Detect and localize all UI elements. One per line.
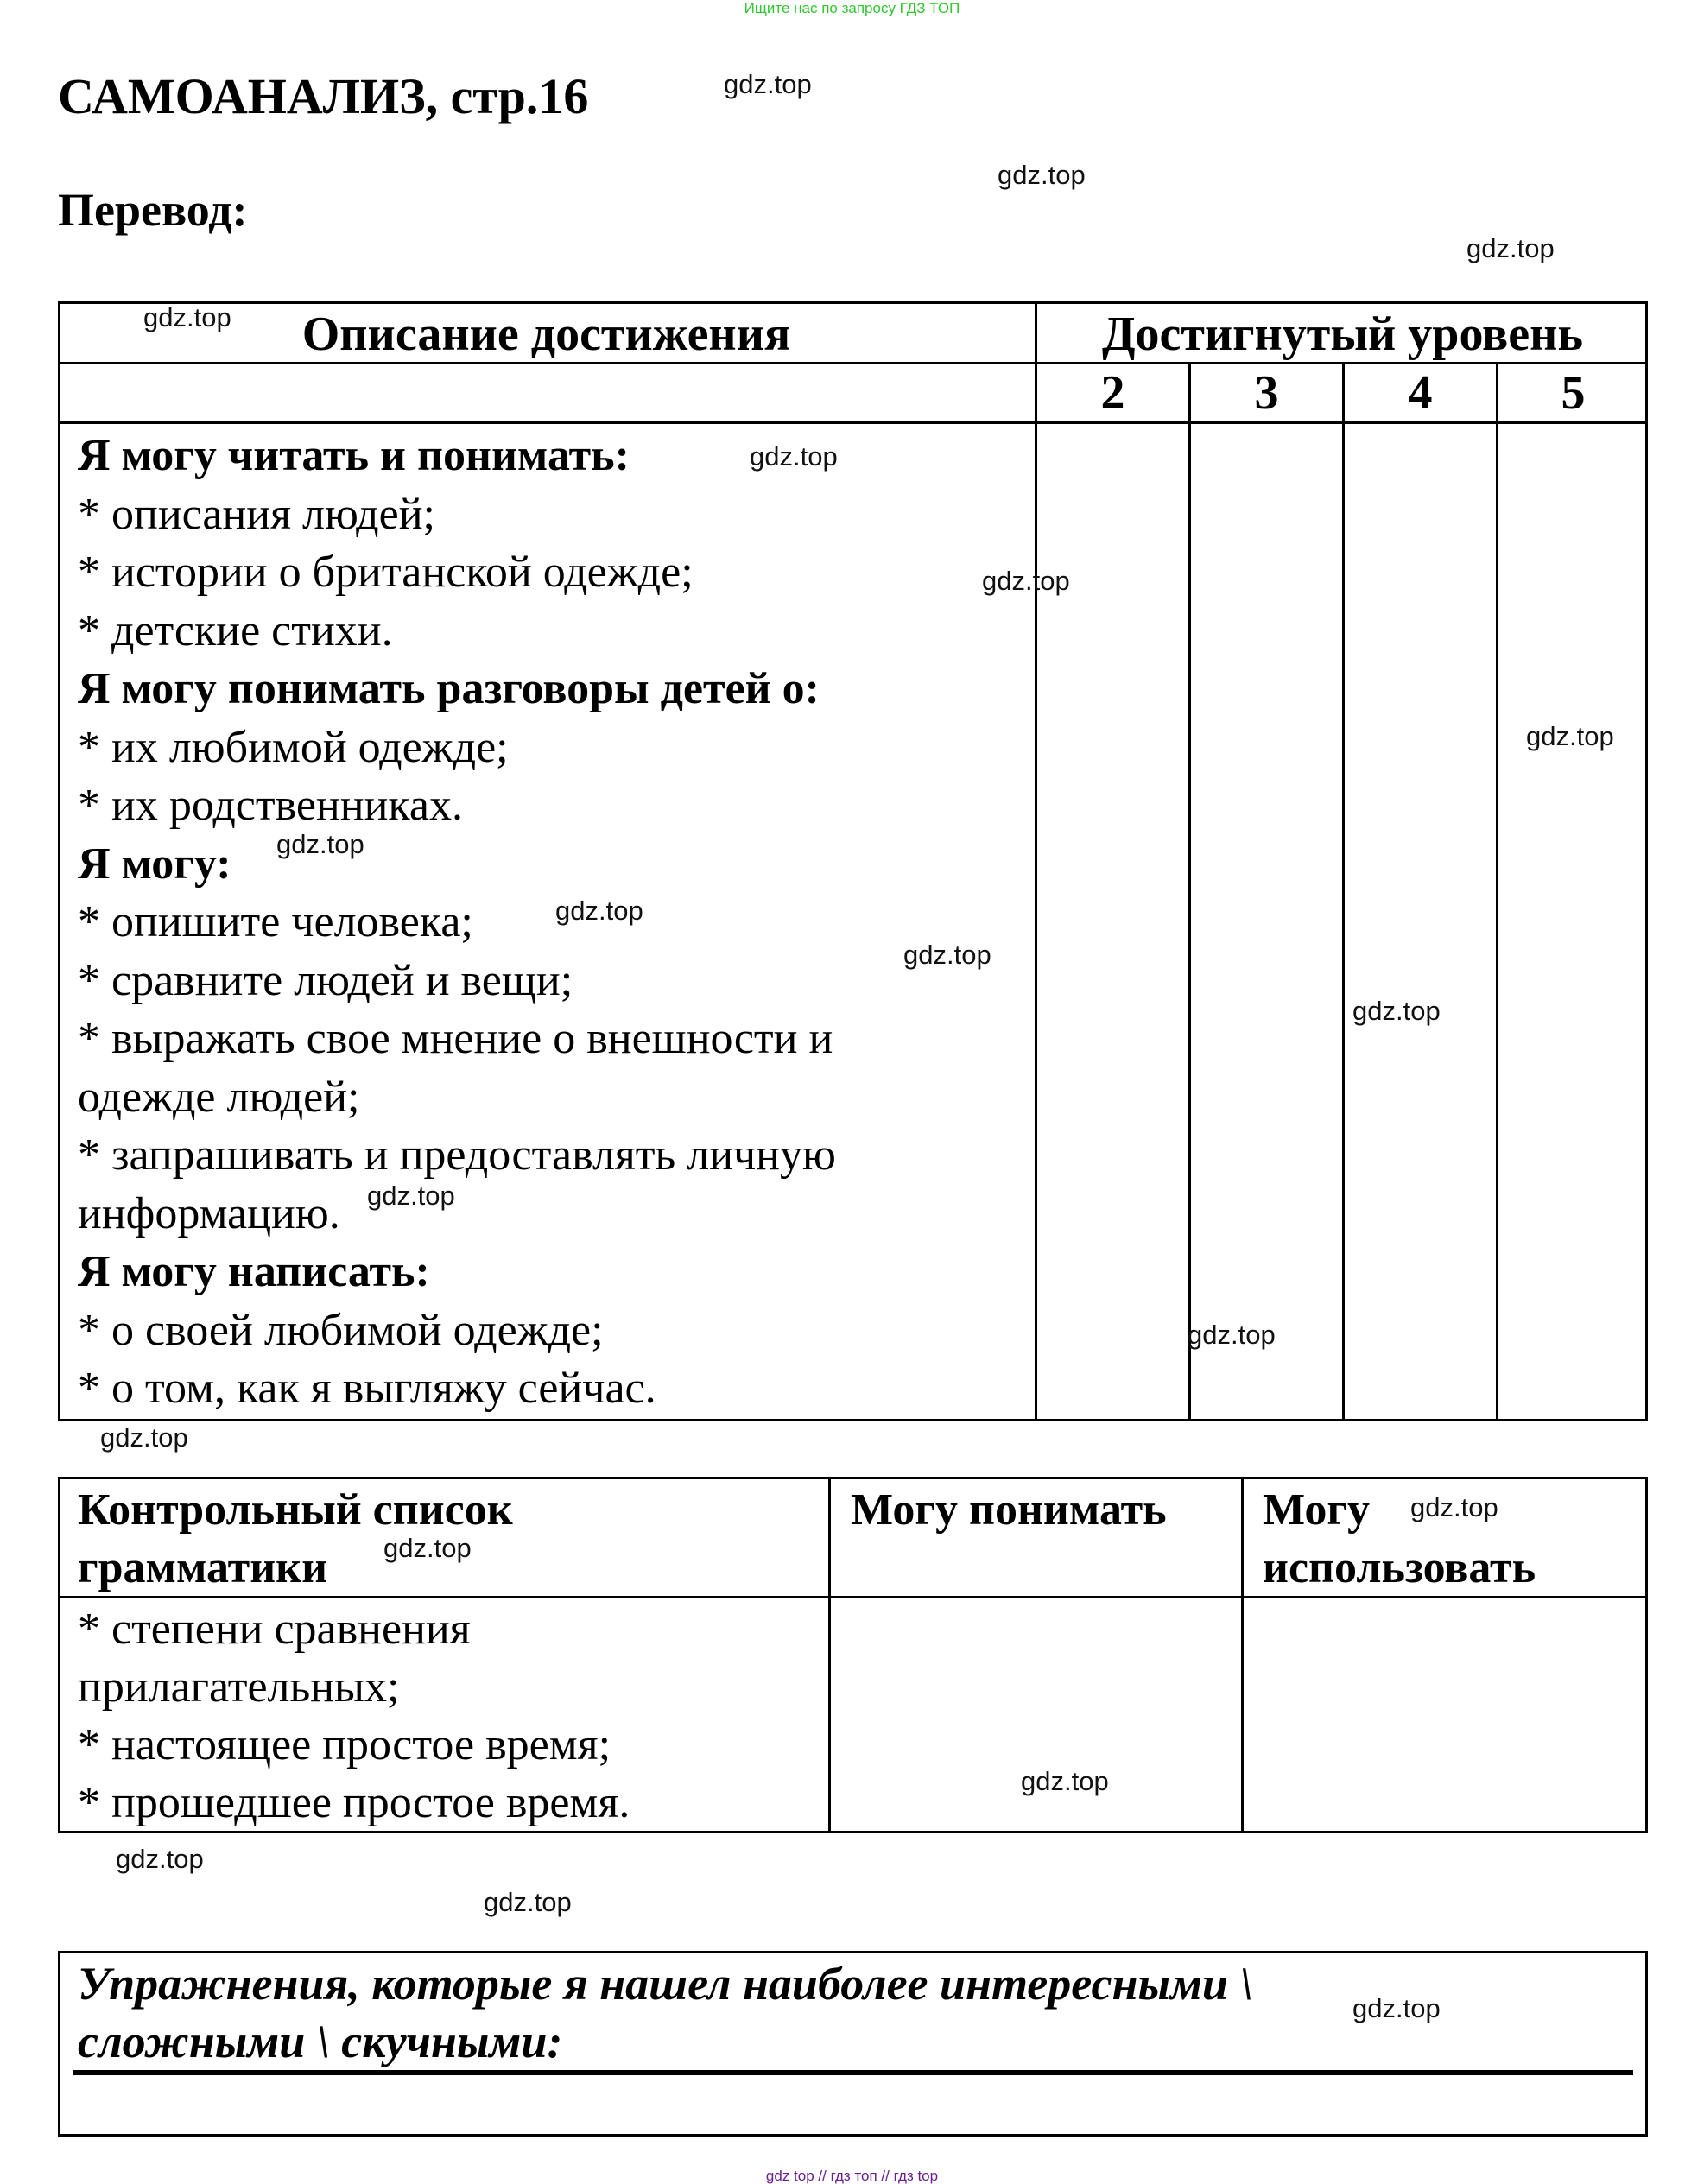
watermark: gdz.top: [383, 1533, 472, 1563]
watermark: gdz.top: [1188, 1320, 1276, 1350]
watermark: gdz.top: [555, 896, 643, 926]
list-item: * прошедшее простое время.: [78, 1778, 630, 1827]
table1-levels-divider: [58, 421, 1648, 424]
list-item: * сравните людей и вещи;: [78, 955, 573, 1005]
list-item: Я могу написать:: [78, 1247, 430, 1296]
table1-col-divider-main: [1035, 301, 1037, 1421]
header-level: Достигнутый уровень: [1101, 307, 1584, 361]
list-item: * настоящее простое время;: [78, 1720, 611, 1769]
header-description: Описание достижения: [301, 307, 791, 361]
list-item: * их родственниках.: [78, 781, 463, 830]
list-item: * степени сравнения: [78, 1605, 471, 1654]
translation-heading: Перевод:: [58, 184, 248, 236]
watermark: gdz.top: [750, 441, 838, 472]
watermark: gdz.top: [276, 829, 364, 859]
list-item: * их любимой одежде;: [78, 722, 509, 772]
level-4: 4: [1408, 366, 1433, 420]
top-search-note: Ищите нас по запросу ГДЗ ТОП: [744, 0, 960, 16]
list-item: Я могу читать и понимать:: [78, 431, 630, 480]
level-5: 5: [1561, 366, 1586, 420]
grammar-list: [78, 1600, 630, 1832]
header-can-use-line1: Могу: [1263, 1485, 1371, 1535]
exercises-answer-line: [73, 2070, 1633, 2075]
watermark: gdz.top: [903, 940, 991, 970]
watermark: gdz.top: [982, 566, 1070, 596]
header-can-use-line2: использовать: [1263, 1543, 1536, 1592]
watermark: gdz.top: [1352, 1993, 1441, 2023]
watermark: gdz.top: [367, 1181, 455, 1211]
list-item: * истории о британской одежде;: [78, 548, 694, 597]
watermark: gdz.top: [724, 69, 812, 99]
list-item: * о том, как я выгляжу сейчас.: [78, 1364, 656, 1413]
list-item: одежде людей;: [78, 1072, 360, 1122]
list-item: информацию.: [78, 1188, 340, 1238]
list-item: * запрашивать и предоставлять личную: [78, 1130, 836, 1180]
header-can-understand-label: Могу понимать: [851, 1485, 1167, 1535]
watermark: gdz.top: [484, 1887, 572, 1917]
list-item: Я могу понимать разговоры детей о:: [78, 664, 820, 713]
exercises-line2: сложными \ скучными:: [78, 2016, 563, 2067]
watermark: gdz.top: [1021, 1766, 1109, 1796]
exercises-prompt: [78, 1955, 1252, 2071]
header-can-understand: [851, 1481, 1167, 1539]
header-grammar-line1: Контрольный список: [78, 1485, 513, 1535]
watermark: gdz.top: [100, 1422, 188, 1453]
list-item: * детские стихи.: [78, 605, 393, 655]
watermark: gdz.top: [116, 1844, 204, 1874]
watermark: gdz.top: [1410, 1492, 1498, 1522]
list-item: * о своей любимой одежде;: [78, 1305, 604, 1355]
watermark: gdz.top: [1526, 721, 1614, 751]
list-item: * описания людей;: [78, 489, 435, 539]
header-grammar-line2: грамматики: [78, 1543, 328, 1592]
watermark: gdz.top: [1466, 233, 1555, 263]
table1-col-divider-3: [1188, 362, 1191, 1421]
list-item: прилагательных;: [78, 1662, 400, 1712]
list-item: Я могу:: [78, 839, 231, 889]
page-title: САМОАНАЛИЗ, стр.16: [58, 68, 589, 124]
list-item: * опишите человека;: [78, 897, 473, 946]
level-2: 2: [1100, 366, 1125, 420]
watermark: gdz.top: [143, 302, 231, 332]
table2-col-divider-1: [828, 1477, 831, 1833]
table1-col-divider-5: [1496, 362, 1498, 1421]
watermark: gdz.top: [1352, 996, 1441, 1026]
bottom-note: gdz top // гдз топ // гдз top: [765, 2168, 939, 2184]
achievements-list: [78, 427, 836, 1418]
watermark: gdz.top: [998, 160, 1086, 190]
table2-col-divider-2: [1241, 1477, 1244, 1833]
list-item: * выражать свое мнение о внешности и: [78, 1014, 833, 1063]
exercises-line1: Упражнения, которые я нашел наиболее интересными \: [78, 1958, 1253, 2010]
table1-col-divider-4: [1342, 362, 1345, 1421]
level-3: 3: [1254, 366, 1279, 420]
